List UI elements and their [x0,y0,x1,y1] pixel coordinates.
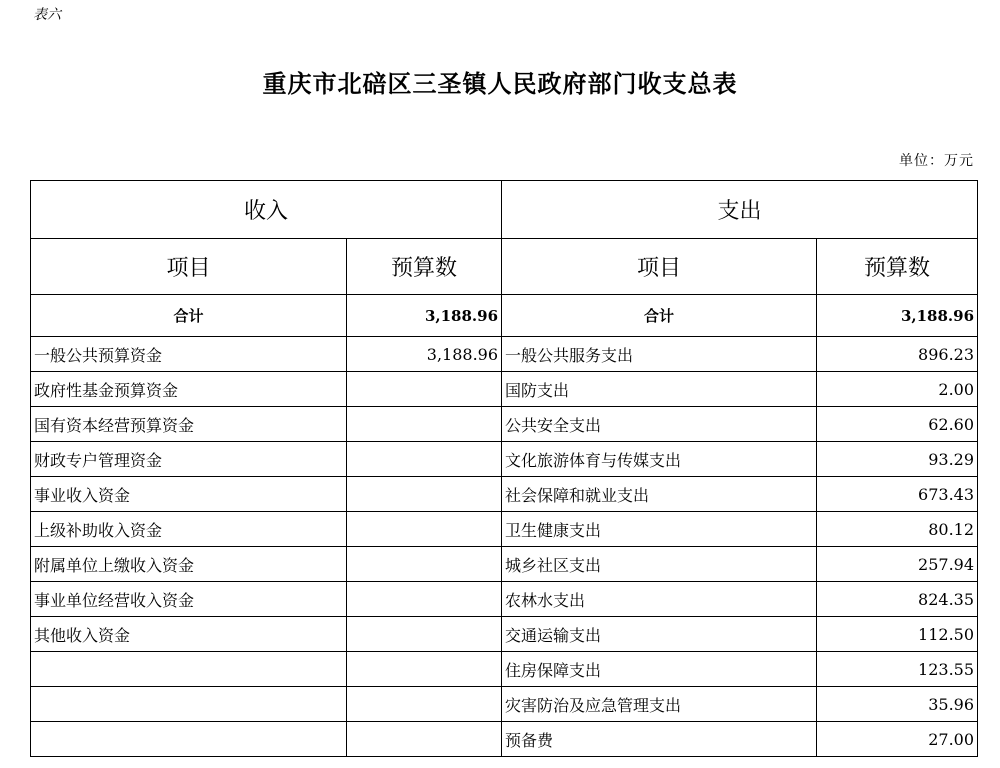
table-row [31,687,978,722]
income-value-cell [347,547,502,582]
expense-value-cell: 112.50 [817,617,978,652]
expense-value-cell: 93.29 [817,442,978,477]
income-total-label: 合计 [31,295,347,337]
income-value-cell [347,722,502,757]
income-item-cell: 财政专户管理资金 [31,442,347,477]
expense-item-cell: 公共安全支出 [502,407,817,442]
income-value-cell [347,582,502,617]
table-row [31,512,978,547]
income-value-cell [347,652,502,687]
table-row [31,722,978,757]
income-item-cell: 事业收入资金 [31,477,347,512]
income-item-cell: 国有资本经营预算资金 [31,407,347,442]
expense-value-cell: 896.23 [817,337,978,372]
column-header-row [31,239,978,295]
expense-item-cell: 农林水支出 [502,582,817,617]
income-value-cell [347,687,502,722]
income-item-cell: 政府性基金预算资金 [31,372,347,407]
expense-item-cell: 灾害防治及应急管理支出 [502,687,817,722]
income-item-cell [31,687,347,722]
expense-item-cell: 社会保障和就业支出 [502,477,817,512]
expense-value-cell: 123.55 [817,652,978,687]
income-value-cell [347,407,502,442]
expense-section-header: 支出 [502,181,978,239]
expense-item-column-header: 项目 [502,239,817,295]
expense-total-label: 合计 [502,295,817,337]
expense-item-cell: 城乡社区支出 [502,547,817,582]
income-item-cell [31,652,347,687]
expense-item-cell: 交通运输支出 [502,617,817,652]
income-total-value: 3,188.96 [347,295,502,337]
income-item-cell: 其他收入资金 [31,617,347,652]
unit-label: 单位：万元 [899,153,974,169]
expense-item-cell: 文化旅游体育与传媒支出 [502,442,817,477]
expense-item-cell: 预备费 [502,722,817,757]
income-value-cell [347,442,502,477]
expense-value-cell: 62.60 [817,407,978,442]
table-row [31,407,978,442]
table-row [31,547,978,582]
table-row [31,442,978,477]
income-item-cell: 上级补助收入资金 [31,512,347,547]
table-row [31,652,978,687]
table-row [31,477,978,512]
income-item-cell: 事业单位经营收入资金 [31,582,347,617]
expense-total-value: 3,188.96 [817,295,978,337]
budget-summary-table [30,180,978,757]
expense-item-cell: 卫生健康支出 [502,512,817,547]
income-value-cell [347,477,502,512]
table-row [31,582,978,617]
expense-value-cell: 2.00 [817,372,978,407]
table-row [31,372,978,407]
total-row [31,295,978,337]
section-header-row [31,181,978,239]
expense-value-cell: 27.00 [817,722,978,757]
income-item-column-header: 项目 [31,239,347,295]
expense-value-cell: 80.12 [817,512,978,547]
income-value-cell: 3,188.96 [347,337,502,372]
table-number-label: 表六 [33,7,61,23]
expense-budget-column-header: 预算数 [817,239,978,295]
income-value-cell [347,372,502,407]
table-row [31,617,978,652]
income-value-cell [347,512,502,547]
expense-item-cell: 国防支出 [502,372,817,407]
income-section-header: 收入 [31,181,502,239]
expense-item-cell: 一般公共服务支出 [502,337,817,372]
income-item-cell: 附属单位上缴收入资金 [31,547,347,582]
expense-value-cell: 257.94 [817,547,978,582]
income-item-cell [31,722,347,757]
document-title: 重庆市北碚区三圣镇人民政府部门收支总表 [262,69,738,98]
expense-value-cell: 35.96 [817,687,978,722]
income-item-cell: 一般公共预算资金 [31,337,347,372]
expense-value-cell: 673.43 [817,477,978,512]
income-value-cell [347,617,502,652]
income-budget-column-header: 预算数 [347,239,502,295]
expense-value-cell: 824.35 [817,582,978,617]
table-row [31,337,978,372]
expense-item-cell: 住房保障支出 [502,652,817,687]
